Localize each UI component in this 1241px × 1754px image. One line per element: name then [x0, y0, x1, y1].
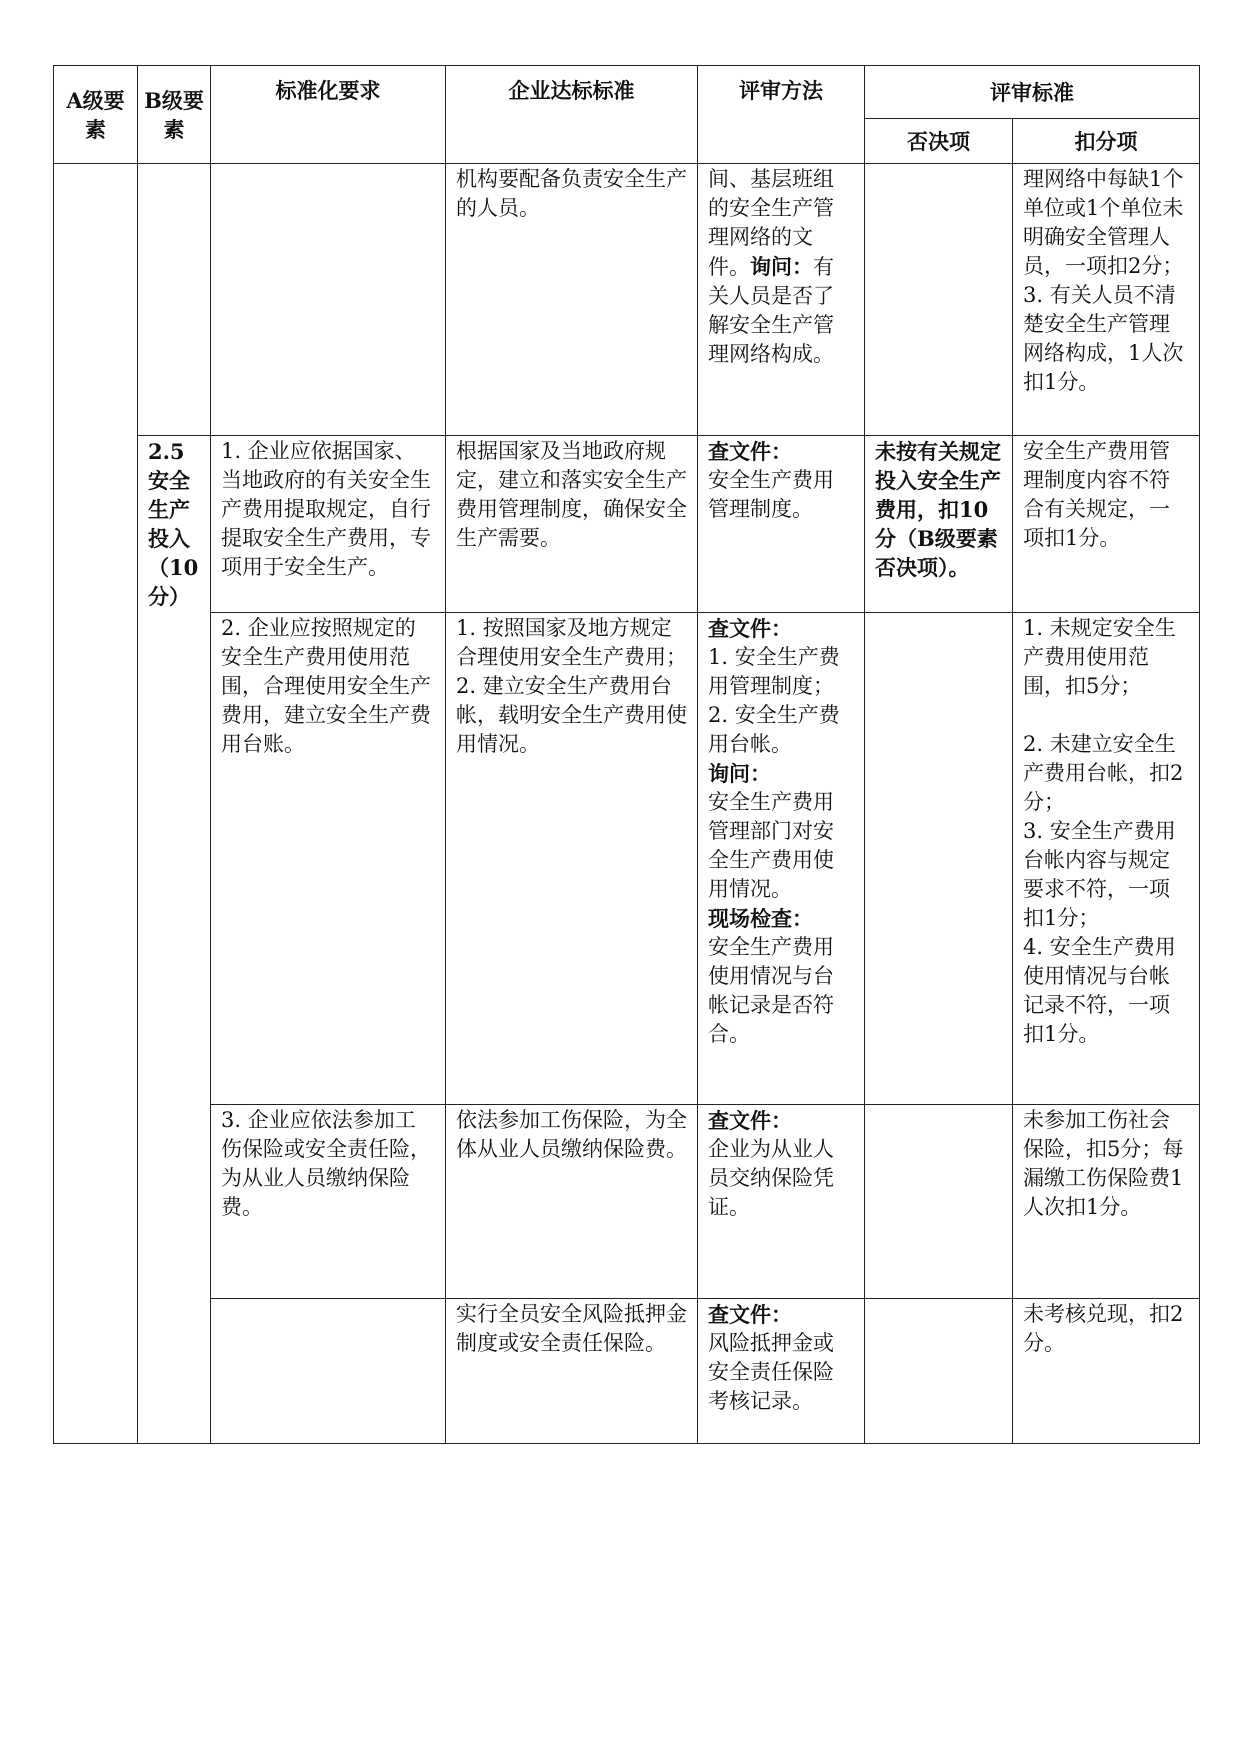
method-text: 1. 安全生产费用管理制度；: [708, 645, 840, 698]
method-text: 安全生产费用管理制度。: [708, 468, 834, 521]
standard-text: 1. 按照国家及地方规定合理使用安全生产费用；: [456, 616, 687, 669]
method-label: 查文件：: [708, 1108, 792, 1133]
a-element-cell: [54, 164, 138, 1444]
requirement-cell: [211, 164, 446, 436]
header-method: 评审方法: [698, 66, 865, 164]
table-row: [54, 164, 1200, 436]
method-text: 间、基层班组的安全生产管理网络的文件。: [708, 167, 834, 279]
veto-cell: [865, 613, 1013, 1105]
deduction-text: 3. 安全生产费用台帐内容与规定要求不符，一项扣1分；: [1023, 819, 1176, 930]
method-label: 询问：: [708, 761, 771, 786]
method-cell: [698, 613, 865, 1105]
header-row: [54, 66, 1200, 119]
method-ask-label: 询问：: [750, 254, 813, 279]
method-label: 查文件：: [708, 1302, 792, 1327]
method-cell: [698, 436, 865, 613]
deduction-cell: 未参加工伤社会保险，扣5分；每漏缴工伤保险费1人次扣1分。: [1013, 1105, 1200, 1299]
table-row: [54, 436, 1200, 613]
deduction-cell: [1013, 164, 1200, 436]
method-label: 查文件：: [708, 616, 792, 641]
table-row: [54, 613, 1200, 1105]
deduction-text: 1. 未规定安全生产费用使用范围，扣5分；: [1023, 616, 1176, 698]
requirement-cell: 3. 企业应依法参加工伤保险或安全责任险，为从业人员缴纳保险费。: [211, 1105, 446, 1299]
method-label: 现场检查：: [708, 906, 813, 931]
header-standard: 企业达标标准: [446, 66, 698, 164]
header-b-element: B级要素: [138, 66, 211, 164]
b-element-cell: [138, 164, 211, 436]
deduction-text: 2. 未建立安全生产费用台帐，扣2分；: [1023, 732, 1184, 814]
veto-cell: [865, 1105, 1013, 1299]
evaluation-table: [53, 65, 1200, 1444]
requirement-cell: 1. 企业应依据国家、当地政府的有关安全生产费用提取规定，自行提取安全生产费用，专项用于安全生产。: [211, 436, 446, 613]
standard-cell: 依法参加工伤保险，为全体从业人员缴纳保险费。: [446, 1105, 698, 1299]
method-cell: [698, 164, 865, 436]
requirement-cell: 2. 企业应按照规定的安全生产费用使用范围，合理使用安全生产费用，建立安全生产费用台账。: [211, 613, 446, 1105]
standard-text: 2. 建立安全生产费用台帐，载明安全生产费用使用情况。: [456, 674, 687, 756]
method-cell: [698, 1299, 865, 1444]
header-criteria: 评审标准: [865, 66, 1200, 119]
header-a-element: A级要素: [54, 66, 138, 164]
method-ask-text: 有关人员是否了解安全生产管理网络构成。: [708, 255, 834, 366]
deduction-text: 理网络中每缺1个单位或1个单位未明确安全管理人员，一项扣2分；: [1023, 167, 1184, 278]
veto-cell: 未按有关规定投入安全生产费用，扣10分（B级要素否决项）。: [865, 436, 1013, 613]
header-veto: 否决项: [865, 119, 1013, 164]
deduction-text: 4. 安全生产费用使用情况与台帐记录不符，一项扣1分。: [1023, 935, 1176, 1046]
header-deduction: 扣分项: [1013, 119, 1200, 164]
veto-cell: [865, 164, 1013, 436]
spacer: [1023, 701, 1189, 730]
table-row: [54, 1299, 1200, 1444]
standard-cell: 根据国家及当地政府规定，建立和落实安全生产费用管理制度，确保安全生产需要。: [446, 436, 698, 613]
deduction-text: 3. 有关人员不清楚安全生产管理网络构成，1人次扣1分。: [1023, 283, 1184, 394]
method-cell: [698, 1105, 865, 1299]
standard-cell: 机构要配备负责安全生产的人员。: [446, 164, 698, 436]
method-text: 企业为从业人员交纳保险凭证。: [708, 1137, 834, 1219]
table-row: [54, 1105, 1200, 1299]
header-requirement: 标准化要求: [211, 66, 446, 164]
standard-cell: 实行全员安全风险抵押金制度或安全责任保险。: [446, 1299, 698, 1444]
deduction-cell: [1013, 613, 1200, 1105]
method-label: 查文件：: [708, 439, 792, 464]
b-element-cell: 2.5安全生产投入（10分）: [138, 436, 211, 1444]
requirement-cell: [211, 1299, 446, 1444]
method-text: 安全生产费用管理部门对安全生产费用使用情况。: [708, 790, 834, 901]
method-text: 安全生产费用使用情况与台帐记录是否符合。: [708, 935, 834, 1046]
deduction-cell: 未考核兑现，扣2分。: [1013, 1299, 1200, 1444]
method-text: 2. 安全生产费用台帐。: [708, 703, 840, 756]
standard-cell: [446, 613, 698, 1105]
method-text: 风险抵押金或安全责任保险考核记录。: [708, 1331, 834, 1413]
veto-cell: [865, 1299, 1013, 1444]
deduction-cell: 安全生产费用管理制度内容不符合有关规定，一项扣1分。: [1013, 436, 1200, 613]
